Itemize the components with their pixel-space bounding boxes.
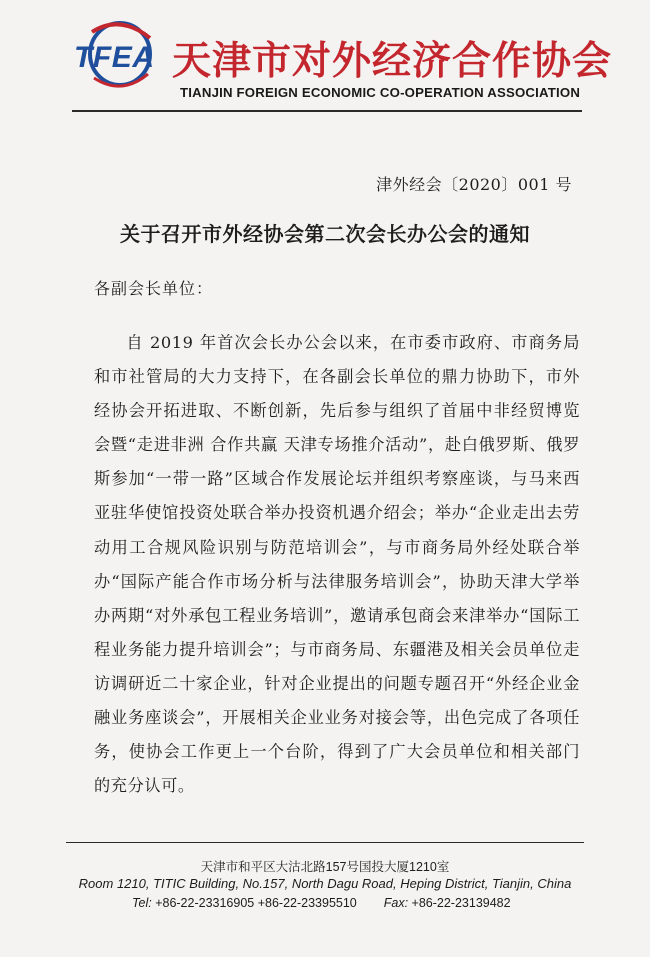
tel-label: Tel:	[132, 896, 152, 910]
address-en: Room 1210, TITIC Building, No.157, North Dagu Road, Heping District, Tianjin, China	[78, 876, 572, 891]
organization-name-en: TIANJIN FOREIGN ECONOMIC CO-OPERATION ASSOCIATION	[180, 85, 581, 100]
contact-line	[132, 896, 511, 910]
document-body	[94, 326, 580, 803]
fax-label: Fax:	[383, 896, 409, 910]
footer-divider	[66, 842, 584, 843]
body-paragraph: 自 2019 年首次会长办公会以来，在市委市政府、市商务局和市社管局的大力支持下，在各副会长单位的鼎力协助下，市外经协会开拓进取、不断创新，先后参与组织了首届中非经贸博览会暨“走进非洲 合作共赢 天津专场推介活动”，赴白俄罗斯、俄罗斯参加“一带一路”区域合作发展论坛并组织考察座谈，与马来西亚驻华使馆投资处联合举办投资机遇介绍会；举办“企业走出去劳动用工合规风险识别与防范培训会”，与市商务局外经处联合举办“国际产能合作市场分析与法律服务培训会”，协助天津大学举办两期“对外承包工程业务培训”，邀请承包商会来津举办“国际工程业务能力提升培训会”；与市商务局、东疆港及相关会员单位走访调研近二十家企业，针对企业提出的问题专题召开“外经企业金融业务座谈会”，开展相关企业业务对接会等，出色完成了各项任务，使协会工作更上一个台阶，得到了广大会员单位和相关部门的充分认可。	[94, 333, 580, 796]
salutation: 各副会长单位：	[94, 279, 214, 298]
fax-value: +86-22-23139482	[411, 896, 511, 910]
association-logo	[72, 18, 156, 94]
organization-name-cn: 天津市对外经济合作协会	[172, 38, 613, 84]
header-divider	[72, 110, 582, 112]
document-number: 津外经会〔2020〕001 号	[376, 175, 572, 194]
tel-values: +86-22-23316905 +86-22-23395510	[155, 896, 357, 910]
logo-text: TFEA	[74, 41, 154, 74]
address-cn: 天津市和平区大沽北路157号国投大厦1210室	[200, 860, 450, 874]
document-title: 关于召开市外经协会第二次会长办公会的通知	[120, 222, 530, 246]
